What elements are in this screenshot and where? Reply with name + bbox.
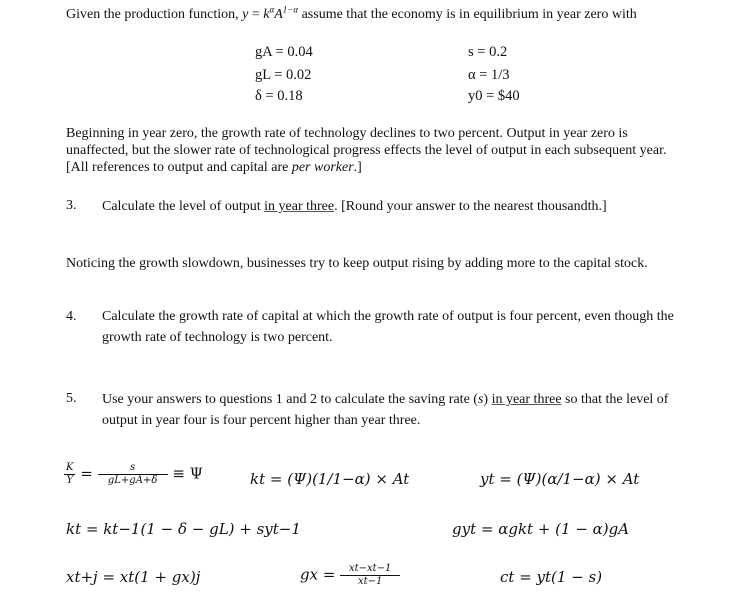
param-s: s = 0.2: [468, 44, 508, 60]
in-year-three-underlined: in year three: [264, 199, 335, 214]
question-5-number: 5.: [66, 391, 77, 406]
param-gA: gA = 0.04: [255, 44, 313, 60]
formula-k-steady-state: kt = (Ψ)(1/1−α) × At: [250, 470, 410, 488]
capital-paragraph: Noticing the growth slowdown, businesses try to keep output rising by adding more to the capital stock.: [66, 256, 648, 271]
formula-compound-growth: xt+j = xt(1 + gx)j: [66, 568, 201, 586]
formula-y-steady-state: yt = (Ψ)(α/1−α) × At: [480, 470, 640, 488]
question-4-number: 4.: [66, 309, 77, 324]
question-4-text: Calculate the growth rate of capital at which the growth rate of output is four percent, even though the growth rate of technology is two percent.: [102, 309, 674, 345]
per-worker-text: per worker: [291, 160, 354, 175]
param-gL: gL = 0.02: [255, 67, 312, 83]
growth-slowdown-paragraph: Beginning in year zero, the growth rate of technology declines to two percent. Output in year zero is unaffected, but the slower rate of technological progress effects the level of output in each subsequent year. [All references to output and capital are per worker.]: [66, 126, 667, 175]
formula-growth-rate: gx = $\frac{xt-xt-1}{xt-1}$: [300, 563, 400, 588]
param-alpha: α = 1/3: [468, 67, 510, 83]
param-delta: δ = 0.18: [255, 88, 303, 104]
production-function: $y = k^\alpha A^{1-\alpha}$: [242, 4, 299, 22]
formula-consumption: ct = yt(1 − s): [500, 568, 603, 586]
question-3-text: Calculate the level of output in year three. [Round your answer to the nearest thousandth.]: [102, 199, 607, 214]
formula-capital-output-ratio: $\frac{K}{Y}$ = $\frac{s}{gL+gA+\delta}$ ≡ Ψ: [66, 462, 203, 486]
question-5-text: Use your answers to questions 1 and 2 to calculate the saving rate (s) in year three so that the level of output in year four is four percent higher than year three.: [102, 392, 669, 428]
formula-output-growth: gyt = αgkt + (1 − α)gA: [452, 520, 630, 538]
in-year-three-underlined-q5: in year three: [491, 392, 562, 407]
param-y0: y0 = $40: [468, 88, 520, 104]
intro-paragraph: [66, 6, 686, 23]
question-3-number: 3.: [66, 198, 77, 213]
intro-pre: Given the production function,: [66, 7, 243, 22]
formula-capital-accumulation: kt = kt−1(1 − δ − gL) + syt−1: [66, 520, 301, 538]
intro-post: assume that the economy is in equilibrium in year zero with: [298, 7, 637, 22]
